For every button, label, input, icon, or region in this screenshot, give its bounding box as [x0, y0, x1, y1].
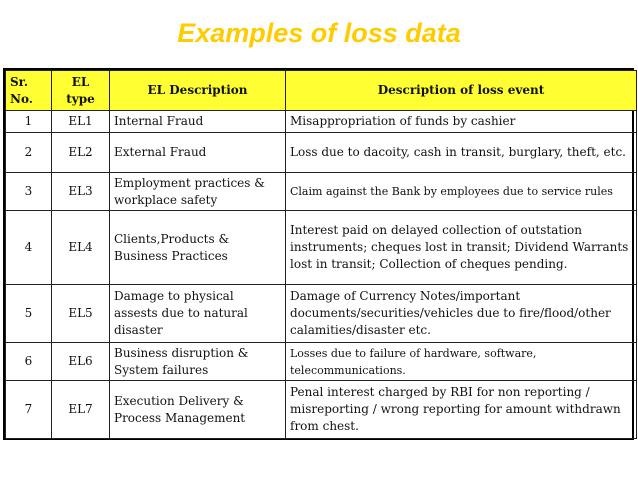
cell-type: EL2: [52, 133, 110, 173]
cell-desc: Business disruption & System failures: [110, 343, 286, 381]
page-title: Examples of loss data: [177, 18, 461, 48]
table-row: [6, 173, 637, 211]
cell-sr: 4: [6, 211, 52, 285]
table-header-row: [6, 71, 637, 111]
cell-sr: 6: [6, 343, 52, 381]
cell-sr: 2: [6, 133, 52, 173]
cell-desc: Damage to physical assests due to natural disaster: [110, 285, 286, 343]
cell-event: Penal interest charged by RBI for non reporting / misreporting / wrong reporting for amount withdrawn from chest.: [286, 381, 637, 439]
table-row: [6, 211, 637, 285]
header-sr-no: Sr. No.: [6, 71, 52, 111]
header-el-description: EL Description: [110, 71, 286, 111]
cell-desc: External Fraud: [110, 133, 286, 173]
header-el-type: EL type: [52, 71, 110, 111]
table-row: [6, 133, 637, 173]
header-loss-event: Description of loss event: [286, 71, 637, 111]
cell-sr: 7: [6, 381, 52, 439]
cell-desc: Employment practices & workplace safety: [110, 173, 286, 211]
cell-event: Damage of Currency Notes/important documents/securities/vehicles due to fire/flood/other calamities/disaster etc.: [286, 285, 637, 343]
cell-event: Losses due to failure of hardware, software, telecommunications.: [286, 343, 637, 381]
cell-type: EL5: [52, 285, 110, 343]
table-row: [6, 111, 637, 133]
cell-type: EL3: [52, 173, 110, 211]
table-row: [6, 343, 637, 381]
cell-event: Loss due to dacoity, cash in transit, burglary, theft, etc.: [286, 133, 637, 173]
cell-event: Claim against the Bank by employees due to service rules: [286, 173, 637, 211]
cell-event: Misappropriation of funds by cashier: [286, 111, 637, 133]
loss-data-table: [5, 70, 637, 439]
cell-sr: 5: [6, 285, 52, 343]
cell-type: EL7: [52, 381, 110, 439]
cell-desc: Clients,Products & Business Practices: [110, 211, 286, 285]
cell-event: Interest paid on delayed collection of outstation instruments; cheques lost in transit; Dividend Warrants lost in transit; Collection of cheques pending.: [286, 211, 637, 285]
cell-sr: 1: [6, 111, 52, 133]
cell-desc: Execution Delivery & Process Management: [110, 381, 286, 439]
cell-type: EL4: [52, 211, 110, 285]
cell-type: EL1: [52, 111, 110, 133]
cell-sr: 3: [6, 173, 52, 211]
cell-type: EL6: [52, 343, 110, 381]
table-row: [6, 381, 637, 439]
table-row: [6, 285, 637, 343]
cell-desc: Internal Fraud: [110, 111, 286, 133]
loss-data-table-container: [3, 68, 634, 440]
